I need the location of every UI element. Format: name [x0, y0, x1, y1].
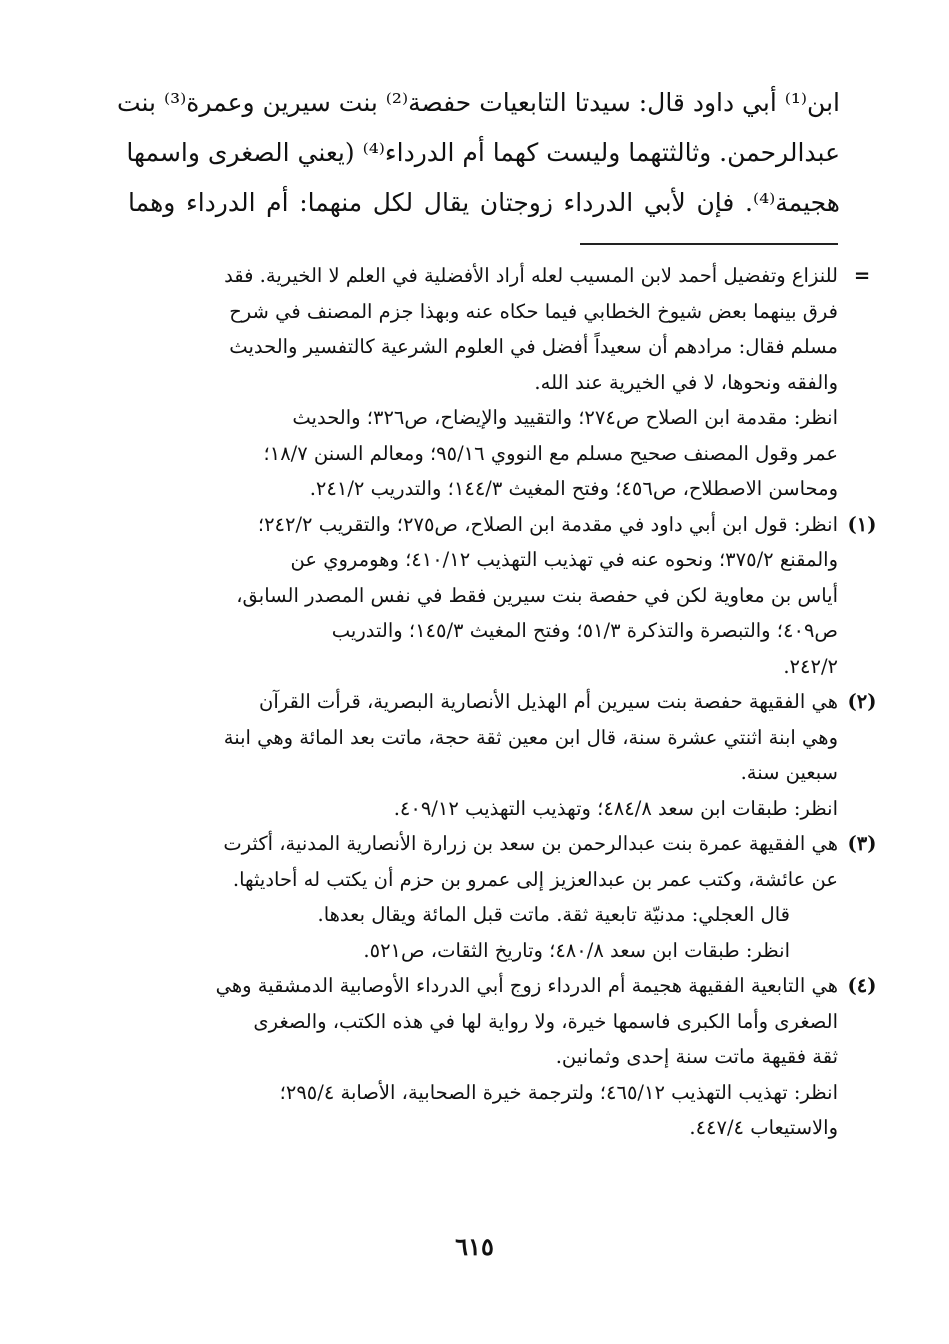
footnote-line: سبعين سنة. [740, 761, 838, 784]
footnote-2: (٢) هي الفقيهة حفصة بنت سيرين أم الهذيل الأنصارية البصرية، قرأت القرآن [132, 684, 838, 720]
footnote-line: مسلم فقال: مرادهم أن سعيداً أفضل في العلوم الشرعية كالتفسير والحديث [229, 335, 838, 358]
footnote-line: عمر وقول المصنف صحيح مسلم مع النووي ٩٥/١٦؛ ومعالم السنن ١٨/٧؛ [263, 441, 838, 465]
footnote-line: والفقه ونحوها، لا في الخيرية عند الله. [534, 370, 838, 394]
footnote-line: انظر: تهذيب التهذيب ٤٦٥/١٢؛ ولترجمة خيرة الصحابية، الأصابة ٢٩٥/٤؛ [279, 1080, 838, 1104]
footnote-line: قال العجلي: مدنيّة تابعية ثقة. ماتت قبل المائة ويقال بعدها. [317, 903, 790, 926]
page-number: ٦١٥ [455, 1232, 494, 1261]
main-text-line: ابن⁽¹⁾ أبي داود قال: سيدتا التابعيات حفصة⁽²⁾ بنت سيرين وعمرة⁽³⁾ بنت [116, 88, 840, 117]
main-text-line: هجيمة⁽⁴⁾. فإن لأبي الدرداء زوجتان يقال لكل منهما: أم الدرداء وهما [128, 188, 840, 217]
footnote-line: فرق بينهما بعض شيوخ الخطابي فيما حكاه عنه وبهذا جزم المصنف في شرح [229, 299, 838, 323]
footnote-line: ومحاسن الاصطلاح، ص٤٥٦؛ وفتح المغيث ١٤٤/٣؛ والتدريب ٢٤١/٢. [309, 477, 838, 500]
footnote-line: وهي ابنة اثنتي عشرة سنة، قال ابن معين ثقة حجة، ماتت بعد المائة وهي ابنة [223, 725, 838, 749]
footnote-line: والمقنع ٣٧٥/٢؛ ونحوه عنه في تهذيب التهذيب ٤١٠/١٢؛ وهومروي عن [290, 548, 838, 571]
footnote-line: ص٤٠٩؛ والتبصرة والتذكرة ٥١/٣؛ وفتح المغيث ١٤٥/٣؛ والتدريب [331, 619, 838, 642]
footnote-line: انظر: طبقات ابن سعد ٤٨٠/٨؛ وتاريخ الثقات، ص٥٢١. [363, 938, 790, 962]
footnote-line: الصغرى وأما الكبرى فاسمها خيرة، ولا رواية لها في هذه الكتب، والصغرى [253, 1009, 838, 1033]
footnote-1: (١) انظر: قول ابن أبي داود في مقدمة ابن الصلاح، ص٢٧٥؛ والتقريب ٢٤٢/٢؛ [132, 507, 838, 543]
footnote-line: أياس بن معاوية لكن في حفصة بنت سيرين فقط في نفس المصدر السابق، [236, 583, 838, 607]
footnote-marker: (٢) [847, 690, 877, 713]
footnote-line: ثقة فقيهة ماتت سنة إحدى وثمانين. [555, 1045, 838, 1068]
footnotes [132, 258, 877, 1146]
footnote-marker: (٣) [847, 832, 877, 855]
footnote-line: انظر: مقدمة ابن الصلاح ص٢٧٤؛ والتقييد والإيضاح، ص٣٢٦؛ والحديث [292, 406, 838, 429]
main-text-line: عبدالرحمن. وثالثتهما وليست كهما أم الدرداء⁽⁴⁾ (يعني الصغرى واسمها [126, 138, 840, 167]
footnote-line: انظر: طبقات ابن سعد ٤٨٤/٨؛ وتهذيب التهذيب ٤٠٩/١٢. [393, 796, 838, 820]
footnote-4: (٤) هي التابعية الفقيهة هجيمة أم الدرداء زوج أبي الدرداء الأوصابية الدمشقية وهي [132, 968, 838, 1004]
footnote-marker: (٤) [847, 974, 877, 997]
footnote-line: والاستيعاب ٤٤٧/٤. [689, 1116, 838, 1139]
footnote-line: ٢٤٢/٢. [783, 654, 838, 678]
footnote-line: = للنزاع وتفضيل أحمد لابن المسيب لعله أراد الأفضلية في العلم لا الخيرية. فقد [132, 258, 838, 294]
continuation-marker: = [853, 264, 871, 287]
footnote-divider [580, 243, 838, 245]
main-text [116, 78, 840, 228]
footnote-marker: (١) [847, 512, 877, 536]
footnote-line: عن عائشة، وكتب عمر بن عبدالعزيز إلى عمرو بن حزم أن يكتب له أحاديثها. [232, 867, 838, 891]
footnote-3: (٣) هي الفقيهة عمرة بنت عبدالرحمن بن سعد بن زرارة الأنصارية المدنية، أكثرت [132, 826, 838, 862]
